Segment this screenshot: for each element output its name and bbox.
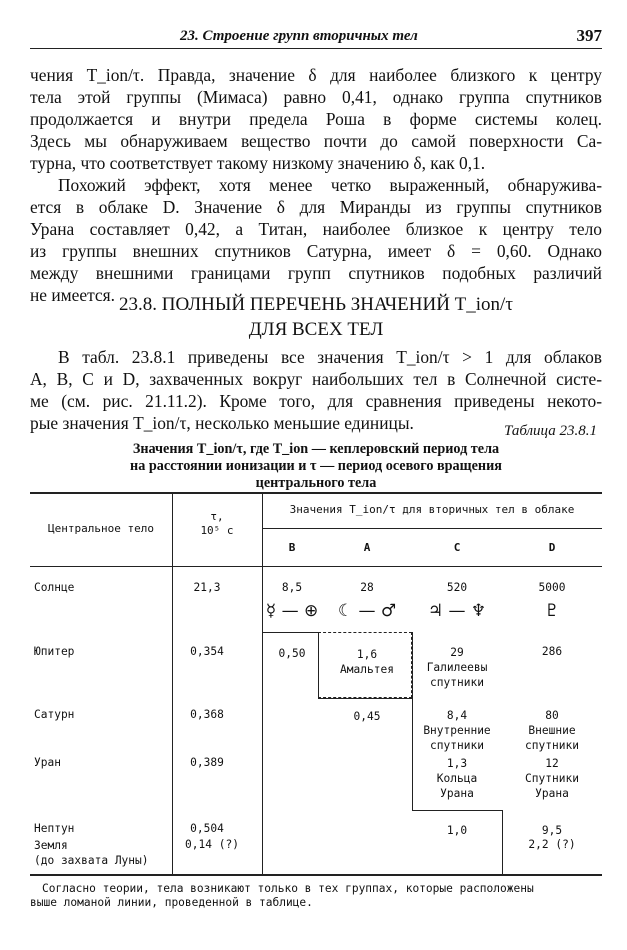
text-line: тела этой группы (Мимаса) равно 0,41, однако группа спутников	[30, 87, 602, 107]
tau-earth: 0,14 (?)	[185, 838, 239, 851]
value-sun-c: 520	[446, 581, 468, 594]
caption-line: Значения T_ion/τ, где T_ion — кеплеровский период тела	[132, 441, 500, 457]
col-central-body: Центральное тело	[48, 522, 154, 535]
text-line: ме (см. рис. 21.11.2). Кроме того, для сравнения приведены некото-	[30, 391, 602, 411]
broken-line-segment	[412, 810, 502, 811]
planet-symbols-b: ☿ — ⊕	[265, 601, 319, 621]
text-line: Здесь мы обнаруживаем вещество почти до самой поверхности Са-	[30, 131, 602, 151]
text-line: турна, что соответствует такому низкому значению δ, как 0,1.	[30, 153, 486, 173]
value-jupiter-b: 0,50	[278, 647, 306, 660]
col-cloud-c: C	[453, 541, 461, 554]
value-saturn-d: 80 Внешние спутники	[525, 709, 579, 752]
text-line: рые значения T_ion/τ, несколько меньшие единицы.	[30, 413, 414, 433]
value-jupiter-a: 1,6 Амальтея	[340, 648, 394, 676]
tau-jupiter: 0,354	[190, 645, 224, 658]
text-line: В табл. 23.8.1 приведены все значения T_ion/τ > 1 для облаков	[58, 347, 602, 367]
value-neptune-c: 1,0	[446, 824, 468, 837]
column-rule	[172, 492, 173, 874]
tau-sun: 21,3	[193, 581, 221, 594]
value-saturn-c: 8,4 Внутренние спутники	[423, 709, 491, 752]
value-neptune-d: 9,5	[541, 824, 563, 837]
value-uranus-c: 1,3 Кольца Урана	[436, 757, 478, 800]
col-group-header: Значения T_ion/τ для вторичных тел в облаке	[289, 503, 575, 516]
col-cloud-b: B	[288, 541, 296, 554]
paragraph-3	[30, 346, 602, 434]
table-bottom-rule	[30, 874, 602, 876]
page-number: 397	[576, 26, 602, 45]
value-earth-d: 2,2 (?)	[528, 838, 576, 851]
pluto-symbol: ♇	[544, 601, 560, 621]
running-title: 23. Строение групп вторичных тел	[180, 28, 418, 44]
col-tau: τ, 10⁵ с	[200, 510, 234, 537]
value-sun-b: 8,5	[281, 581, 303, 594]
row-name-saturn: Сатурн	[34, 708, 75, 721]
text-line: Урана составляет 0,42, а Титан, наиболее близкое к центру тело	[30, 219, 602, 239]
text-line: не имеется.	[30, 285, 116, 305]
table-footnote	[30, 882, 602, 910]
group-header-rule	[262, 528, 602, 529]
row-name-neptune: Нептун	[34, 822, 75, 835]
value-sun-d: 5000	[538, 581, 566, 594]
running-header	[30, 26, 602, 49]
value-jupiter-d: 286	[541, 645, 563, 658]
text-line: из группы внешних спутников Сатурна, имеет δ = 0,60. Однако	[30, 241, 602, 261]
value-jupiter-c: 29 Галилеевы спутники	[426, 646, 488, 689]
col-cloud-a: A	[363, 541, 371, 554]
table-label: Таблица 23.8.1	[504, 423, 597, 439]
section-heading	[30, 292, 602, 342]
paragraph-1	[30, 64, 602, 174]
section-heading-line-2: ДЛЯ ВСЕХ ТЕЛ	[248, 319, 384, 340]
caption-line: на расстоянии ионизации и τ — период осевого вращения	[130, 458, 502, 474]
text-line: A, B, C и D, захваченных вокруг наибольших тел в Солнечной систе-	[30, 369, 602, 389]
row-name-earth: Земля (до захвата Луны)	[34, 839, 149, 867]
value-sun-a: 28	[360, 581, 374, 594]
table-top-rule	[30, 492, 602, 494]
tau-uranus: 0,389	[190, 756, 224, 769]
footnote-line: выше ломаной линии, проведенной в таблице.	[30, 896, 313, 909]
broken-line-segment	[502, 810, 503, 874]
col-cloud-d: D	[548, 541, 556, 554]
section-heading-line-1: 23.8. ПОЛНЫЙ ПЕРЕЧЕНЬ ЗНАЧЕНИЙ T_ion/τ	[119, 294, 513, 315]
value-uranus-d: 12 Спутники Урана	[525, 757, 579, 800]
row-name-sun: Солнце	[34, 581, 75, 594]
paragraph-2	[30, 174, 602, 306]
text-line: ется в облаке D. Значение δ для Миранды из группы спутников	[30, 197, 602, 217]
value-saturn-a: 0,45	[353, 710, 381, 723]
caption-line: центрального тела	[255, 475, 377, 491]
text-line: продолжается и внутри предела Роша в форме системы колец.	[30, 109, 602, 129]
table-caption	[30, 441, 602, 492]
header-bottom-rule	[30, 566, 602, 567]
row-name-jupiter: Юпитер	[34, 645, 75, 658]
amalthea-dashed-box	[318, 632, 412, 698]
broken-line-segment	[412, 632, 413, 810]
text-line: Похожий эффект, хотя менее четко выраженный, обнаружива-	[58, 175, 602, 195]
broken-line-segment	[318, 698, 412, 699]
planet-symbols-a: ☾ — ♂	[337, 601, 397, 621]
broken-line-segment	[262, 632, 318, 633]
footnote-line: Согласно теории, тела возникают только в тех группах, которые расположены	[42, 882, 534, 895]
row-name-uranus: Уран	[34, 756, 61, 769]
text-line: между внешними границами групп спутников подобных различий	[30, 263, 602, 283]
tau-neptune: 0,504	[190, 822, 224, 835]
tau-saturn: 0,368	[190, 708, 224, 721]
planet-symbols-c: ♃ — ♆	[427, 601, 487, 621]
text-line: чения T_ion/τ. Правда, значение δ для наиболее близкого к центру	[30, 65, 602, 85]
